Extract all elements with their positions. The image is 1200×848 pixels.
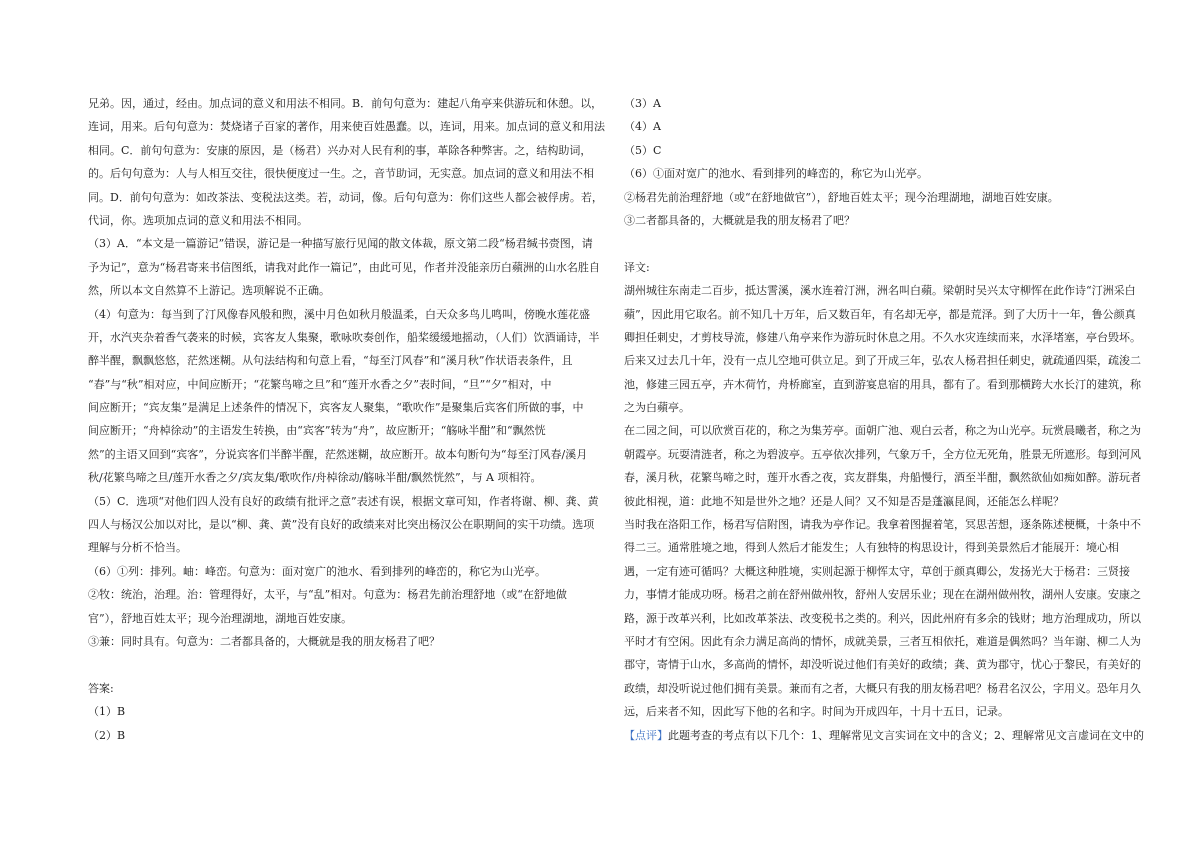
comment-text: 此题考查的考点有以下几个：1、理解常见文言实词在文中的含义；2、理解常见文言虚词在文中的 [668, 728, 1144, 742]
explanation-line: 理解与分析不恰当。 [88, 541, 187, 555]
explanation-line: ③兼：同时具有。句意为：二者都具备的，大概就是我的朋友杨君了吧？ [88, 634, 440, 648]
explanation-line: 代词，你。选项加点词的意义和用法不相同。 [88, 213, 308, 227]
translation-line: 后来又过去几十年，没有一点儿空地可供立足。到了开成三年，弘农人杨君担任刺史，就疏通四渠，疏浚二 [624, 354, 1141, 368]
answer-6-line: ③二者都具备的，大概就是我的朋友杨君了吧？ [624, 213, 855, 227]
explanation-line: 开，水汽夹杂着香气袭来的时候，宾客友人集聚，歌咏吹奏创作，船桨缓缓地摇动，（人们）饮酒诵诗，半 [88, 330, 600, 344]
explanation-line: （3）A．“本文是一篇游记”错误，游记是一种描写旅行见闻的散文体裁，原文第二段“杨君缄书赍图，请 [88, 237, 593, 251]
explanation-line: 同。D．前句句意为：如改茶法、变税法这类。若，动词，像。后句句意为：你们这些人都会被俘虏。若， [88, 190, 603, 204]
explanation-line: ②牧：统治，治理。治：管理得好，太平，与“乱”相对。句意为：杨君先前治理舒地（或“在舒地做 [88, 588, 567, 602]
explanation-line: 醉半醒，飘飘悠悠，茫然迷糊。从句法结构和句意上看，“每至汀风春”和“溪月秋”作状语表条件，且 [88, 354, 573, 368]
comment-line [624, 724, 1144, 747]
answer-item: （1）B [88, 705, 126, 719]
translation-line: 卿担任刺史，才剪枝导流，修建八角亭来作为游玩时休息之用。不久水灾连续而来，水泽堵塞，亭台毁坏。 [624, 330, 1141, 344]
explanation-line: 间应断开；“舟棹徐动”的主语发生转换，由“宾客”转为“舟”，故应断开；“觞咏半酣”和“飘然恍 [88, 424, 546, 438]
explanation-line: 予为记”，意为“杨君寄来书信图纸，请我对此作一篇记”，由此可见，作者并没能亲历白蘋洲的山水名胜自 [88, 260, 600, 274]
blank-line [88, 653, 594, 676]
explanation-line: 连词，用来。后句句意为：焚烧诸子百家的著作，用来使百姓愚蠢。以，连词，用来。加点词的意义和用法 [88, 120, 605, 134]
translation-line: 力，事情才能成功呀。杨君之前在舒州做州牧，舒州人安居乐业；现在在湖州做州牧，湖州人安康。安康之 [624, 588, 1141, 602]
translation-line: 远，后来者不知，因此写下他的名和字。时间为开成四年，十月十五日，记录。 [624, 705, 1009, 719]
comment-tag: 【点评】 [624, 728, 668, 742]
explanation-line: （4）句意为：每当到了汀风像春风般和煦，溪中月色如秋月般温柔，白天众多鸟儿鸣叫，傍晚水莲花盛 [88, 307, 590, 321]
answer-item: （4）A [624, 120, 661, 134]
translation-line: 在二园之间，可以欣赏百花的，称之为集芳亭。面朝广池、观白云者，称之为山光亭。玩赏晨曦者，称之为 [624, 424, 1141, 438]
translation-line: 春，溪月秋，花繁鸟啼之时，莲开水香之夜，宾友群集，舟船慢行，酒至半酣，飘然欲仙如痴如醉。游玩者 [624, 471, 1141, 485]
translation-line: 朝霞亭。玩耍清涟者，称之为碧波亭。五亭依次排列，气象万千，全方位无死角，胜景无所遮形。每到河风 [624, 447, 1141, 461]
explanation-line: 秋/花繁鸟啼之旦/莲开水香之夕/宾友集/歌吹作/舟棹徐动/觞咏半酣/飘然恍然”，与 A 项相符。 [88, 471, 542, 485]
answer-6-line: ②杨君先前治理舒地（或“在舒地做官”），舒地百姓太平；现今治理湖地，湖地百姓安康。 [624, 190, 1059, 204]
explanation-line: 的。后句句意为：人与人相互交往，很快便度过一生。之，音节助词，无实意。加点词的意义和用法不相 [88, 167, 594, 181]
explanation-line: 官”），舒地百姓太平；现今治理湖地，湖地百姓安康。 [88, 611, 353, 625]
answer-6-line: （6）①面对宽广的池水、看到排列的峰峦的，称它为山光亭。 [624, 167, 928, 181]
explanation-line: （5）C．选项“对他们四人没有良好的政绩有批评之意”表述有误，根据文章可知，作者将谢、柳、龚、黄 [88, 494, 599, 508]
translation-line: 路，源于改革兴利，比如改革茶法、改变税书之类的。利兴，因此州府有多余的钱财；地方治理成功，所以 [624, 611, 1141, 625]
explanation-line: 间应断开；“宾友集”是满足上述条件的情况下，宾客友人聚集，“歌吹作”是聚集后宾客们所做的事，中 [88, 401, 584, 415]
translation-line: 遇，一定有迹可循吗？大概这种胜境，实则起源于柳恽太守，草创于颜真卿公，发扬光大于杨君：三贤接 [624, 564, 1130, 578]
translation-line: 蘋”，因此用它取名。前不知几十万年，后又数百年，有名却无亭，都是荒泽。到了大历十一年，鲁公颜真 [624, 307, 1136, 321]
left-column [88, 92, 605, 747]
explanation-line: 相同。C．前句句意为：安康的原因，是（杨君）兴办对人民有利的事，革除各种弊害。之，结构助词， [88, 143, 592, 157]
translation-line: 平时才有空闲。因此有余力满足高尚的情怀，成就美景，三者互相依托，难道是偶然吗？当年谢、柳二人为 [624, 634, 1141, 648]
translation-line: 郡守，寄情于山水，多高尚的情怀，却没听说过他们有美好的政绩；龚、黄为郡守，忧心于黎民，有美好的 [624, 658, 1141, 672]
explanation-line: （6）①列：排列。岫：峰峦。句意为：面对宽广的池水、看到排列的峰峦的，称它为山光亭。 [88, 564, 546, 578]
translation-line: 之为白蘋亭。 [624, 401, 690, 415]
blank-line [624, 232, 1118, 255]
answer-item: （3）A [624, 97, 661, 110]
translation-line: 当时我在洛阳工作，杨君写信附图，请我为亭作记。我拿着图握着笔，冥思苦想，逐条陈述梗概，十条中不 [624, 518, 1141, 532]
translation-line: 池，修建三园五亭，卉木荷竹，舟桥廊室，直到游宴息宿的用具，都有了。看到那横跨大水长汀的建筑，称 [624, 377, 1141, 391]
translation-line: 得二三。通常胜境之地，得到人然后才能发生；人有独特的构思设计，得到美景然后才能展开：境心相 [624, 541, 1119, 555]
answer-item: （2）B [88, 728, 126, 742]
translation-line: 政绩，却没听说过他们拥有美景。兼而有之者，大概只有我的朋友杨君吧？杨君名汉公，字用义。恐年月久 [624, 681, 1141, 695]
translation-heading: 译文: [624, 260, 650, 274]
explanation-line: 兄弟。因，通过，经由。加点词的意义和用法不相同。B．前句句意为：建起八角亭来供游玩和休憩。以， [88, 97, 603, 110]
explanation-line: 四人与杨汉公加以对比，是以“柳、龚、黄”没有良好的政绩来对比突出杨汉公在职期间的实干功绩。选项 [88, 518, 595, 532]
answers-heading: 答案: [88, 681, 114, 695]
explanation-line: 然”的主语又回到“宾客”，分说宾客们半醉半醒，茫然迷糊，故应断开。故本句断句为“每至汀风春/溪月 [88, 447, 588, 461]
explanation-line: 然，所以本文自然算不上游记。选项解说不正确。 [88, 284, 330, 298]
explanation-line: “春”与“秋”相对应，中间应断开；“花繁鸟啼之旦”和“莲开水香之夕”表时间，“旦”“夕”相对，中 [88, 377, 552, 391]
translation-line: 彼此相视，道：此地不知是世外之地？还是人间？又不知是否是蓬瀛昆阆，还能怎么样呢？ [624, 494, 1064, 508]
answer-item: （5）C [624, 143, 662, 157]
translation-line: 湖州城往东南走二百步，抵达霅溪，溪水连着汀洲，洲名叫白蘋。梁朝时吴兴太守柳恽在此作诗“汀洲采白 [624, 284, 1136, 298]
right-column [624, 92, 1144, 747]
